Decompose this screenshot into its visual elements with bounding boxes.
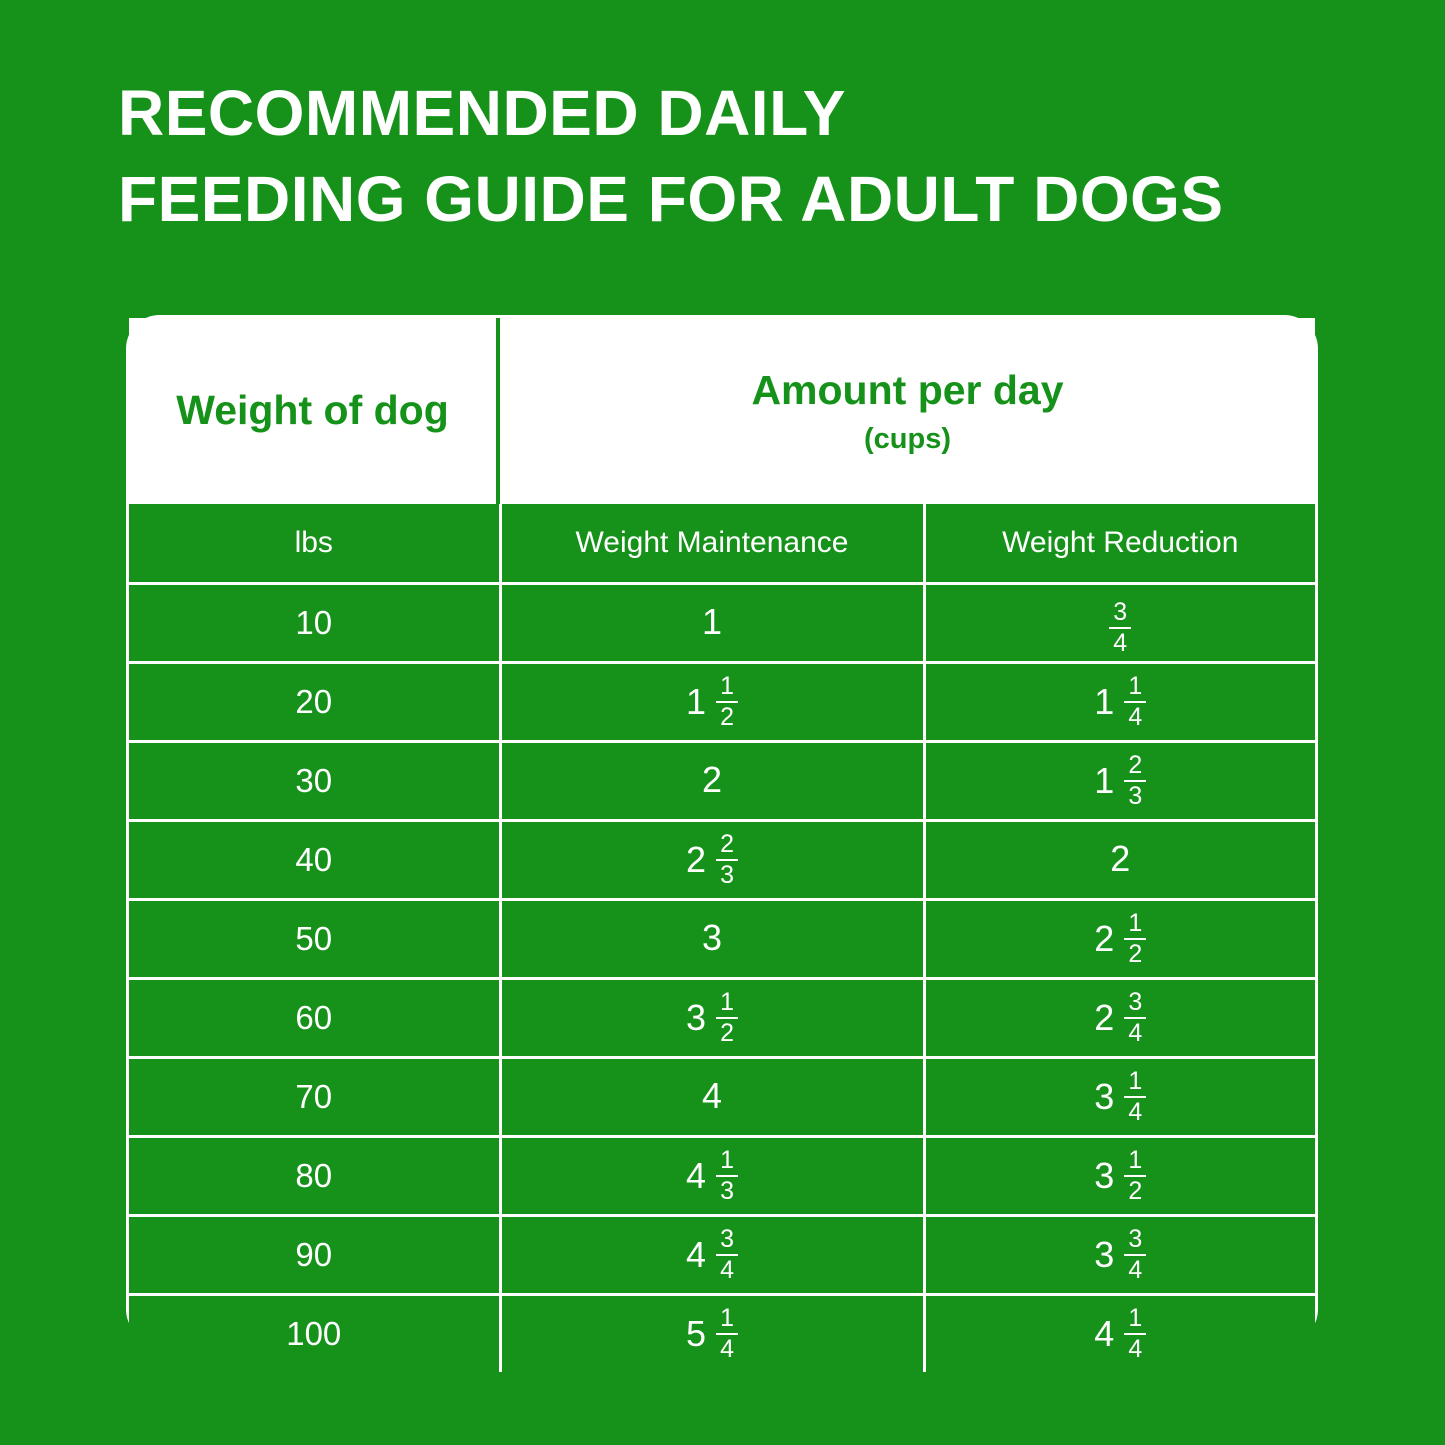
header-amount-per-day bbox=[500, 318, 1315, 504]
table-row bbox=[129, 663, 1315, 742]
cell-maintenance bbox=[500, 900, 924, 979]
cell-maintenance bbox=[500, 1295, 924, 1373]
amount-value: 2 $\frac{1}{2}$ bbox=[1094, 910, 1146, 968]
fraction: $\frac{1}{2}$ bbox=[1124, 910, 1146, 968]
amount-value bbox=[1109, 599, 1131, 657]
feeding-data-table bbox=[129, 504, 1315, 1372]
cell-reduction bbox=[924, 979, 1315, 1058]
cell-reduction bbox=[924, 1295, 1315, 1373]
amount-value: 2 bbox=[1110, 838, 1131, 879]
amount-value: 2 $\frac{3}{4}$ bbox=[1094, 989, 1146, 1047]
table-row bbox=[129, 821, 1315, 900]
cell-lbs: 20 bbox=[129, 663, 500, 742]
amount-value: 1 $\frac{1}{2}$ bbox=[686, 673, 738, 731]
fraction: $\frac{1}{4}$ bbox=[1124, 673, 1146, 731]
amount-value: 3 bbox=[701, 917, 723, 958]
header-weight-of-dog-label: Weight of dog bbox=[176, 387, 449, 434]
fraction: $\frac{1}{2}$ bbox=[716, 673, 738, 731]
table-row bbox=[129, 1137, 1315, 1216]
fraction: $\frac{3}{4}$ bbox=[1124, 1226, 1146, 1284]
cell-lbs: 40 bbox=[129, 821, 500, 900]
fraction: $\frac{1}{2}$ bbox=[1124, 1147, 1146, 1205]
amount-value: 2 bbox=[701, 759, 723, 800]
table-row bbox=[129, 742, 1315, 821]
cell-lbs: 80 bbox=[129, 1137, 500, 1216]
amount-value: 3 $\frac{1}{2}$ bbox=[686, 989, 738, 1047]
amount-value: 4 $\frac{3}{4}$ bbox=[686, 1226, 738, 1284]
header-amount-units-label: (cups) bbox=[864, 423, 951, 456]
amount-value: 4 $\frac{1}{4}$ bbox=[1094, 1305, 1146, 1363]
amount-value: 2 $\frac{2}{3}$ bbox=[686, 831, 738, 889]
amount-value: 4 $\frac{1}{3}$ bbox=[686, 1147, 738, 1205]
fraction: $\frac{3}{4}$ bbox=[1109, 599, 1131, 657]
table-row bbox=[129, 584, 1315, 663]
cell-lbs: 10 bbox=[129, 584, 500, 663]
column-header-weight-reduction: Weight Reduction bbox=[1002, 526, 1239, 559]
fraction: $\frac{1}{4}$ bbox=[1124, 1305, 1146, 1363]
cell-reduction bbox=[924, 742, 1315, 821]
fraction: $\frac{2}{3}$ bbox=[716, 831, 738, 889]
cell-lbs: 70 bbox=[129, 1058, 500, 1137]
column-header-lbs: lbs bbox=[129, 504, 500, 584]
column-header-weight-maintenance: Weight Maintenance bbox=[500, 504, 924, 584]
cell-reduction bbox=[924, 1137, 1315, 1216]
cell-maintenance bbox=[500, 1216, 924, 1295]
cell-reduction bbox=[924, 900, 1315, 979]
cell-lbs: 50 bbox=[129, 900, 500, 979]
fraction: $\frac{1}{3}$ bbox=[716, 1147, 738, 1205]
amount-value: 1 $\frac{2}{3}$ bbox=[1094, 752, 1146, 810]
page-title-line-2: FEEDING GUIDE FOR ADULT DOGS bbox=[118, 163, 1224, 236]
cell-lbs: 90 bbox=[129, 1216, 500, 1295]
cell-reduction bbox=[924, 821, 1315, 900]
fraction: $\frac{3}{4}$ bbox=[1124, 989, 1146, 1047]
page-title-line-1: RECOMMENDED DAILY bbox=[118, 77, 846, 149]
cell-reduction bbox=[924, 1216, 1315, 1295]
cell-maintenance bbox=[500, 584, 924, 663]
amount-value: 1 bbox=[701, 601, 723, 642]
cell-lbs: 100 bbox=[129, 1295, 500, 1373]
amount-value: 4 bbox=[701, 1075, 723, 1116]
table-column-header-row bbox=[129, 504, 1315, 584]
cell-lbs: 30 bbox=[129, 742, 500, 821]
header-amount-per-day-label: Amount per day bbox=[751, 366, 1064, 413]
amount-value: 1 $\frac{1}{4}$ bbox=[1094, 673, 1146, 731]
cell-reduction bbox=[924, 1058, 1315, 1137]
amount-value: 5 $\frac{1}{4}$ bbox=[686, 1305, 738, 1363]
cell-maintenance bbox=[500, 742, 924, 821]
fraction: $\frac{3}{4}$ bbox=[716, 1226, 738, 1284]
cell-maintenance bbox=[500, 1137, 924, 1216]
cell-reduction bbox=[924, 663, 1315, 742]
cell-maintenance bbox=[500, 979, 924, 1058]
cell-reduction bbox=[924, 584, 1315, 663]
fraction: $\frac{1}{4}$ bbox=[1124, 1068, 1146, 1126]
fraction: $\frac{1}{4}$ bbox=[716, 1305, 738, 1363]
amount-value: 3 $\frac{1}{4}$ bbox=[1094, 1068, 1146, 1126]
cell-maintenance bbox=[500, 821, 924, 900]
table-row bbox=[129, 1058, 1315, 1137]
feeding-table bbox=[126, 315, 1318, 1363]
table-row bbox=[129, 900, 1315, 979]
fraction: $\frac{1}{2}$ bbox=[716, 989, 738, 1047]
amount-value: 3 $\frac{3}{4}$ bbox=[1094, 1226, 1146, 1284]
fraction: $\frac{2}{3}$ bbox=[1124, 752, 1146, 810]
table-header-band bbox=[129, 318, 1315, 504]
cell-lbs: 60 bbox=[129, 979, 500, 1058]
page-title bbox=[118, 70, 1408, 243]
amount-value: 3 $\frac{1}{2}$ bbox=[1094, 1147, 1146, 1205]
table-row bbox=[129, 979, 1315, 1058]
cell-maintenance bbox=[500, 663, 924, 742]
header-weight-of-dog bbox=[129, 318, 500, 504]
table-row bbox=[129, 1216, 1315, 1295]
table-row bbox=[129, 1295, 1315, 1373]
cell-maintenance bbox=[500, 1058, 924, 1137]
